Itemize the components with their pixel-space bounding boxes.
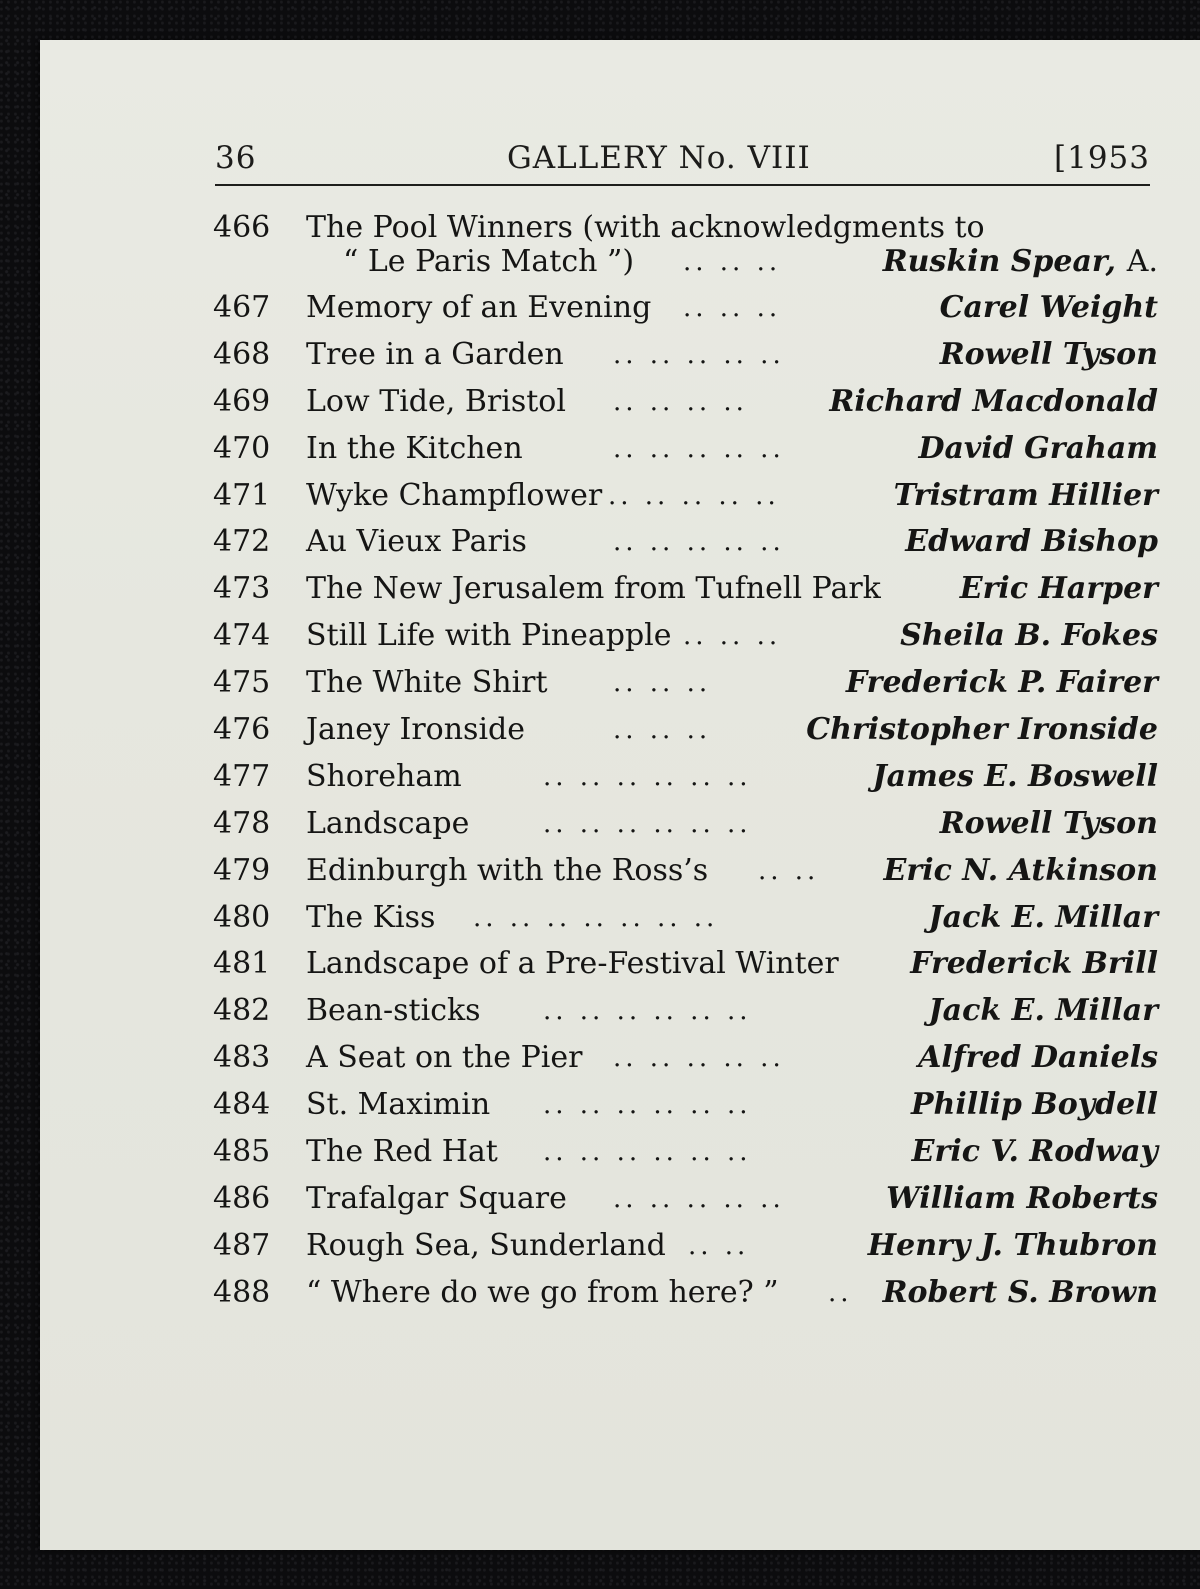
entry-title: “ Where do we go from here? ” xyxy=(306,1274,779,1310)
entry-number: 484 xyxy=(213,1087,271,1123)
entry-title: Shoreham xyxy=(306,758,462,794)
list-item xyxy=(213,660,1158,707)
leader-dots: .. .. .. xyxy=(613,668,712,699)
entry-artist: Robert S. Brown xyxy=(882,1274,1158,1310)
entry-artist: Ruskin Spear, xyxy=(882,244,1116,279)
entry-title: Janey Ironside xyxy=(306,712,525,748)
entry-title: Au Vieux Paris xyxy=(306,524,527,560)
entry-artist: Rowell Tyson xyxy=(939,336,1158,372)
entry-artist: Carel Weight xyxy=(939,290,1158,325)
list-item xyxy=(213,379,1158,426)
leader-dots: .. .. .. xyxy=(683,247,782,277)
entry-number: 481 xyxy=(213,946,271,982)
entry-number: 475 xyxy=(213,665,271,701)
leader-dots: .. xyxy=(828,1277,853,1308)
page-header xyxy=(215,140,1150,186)
list-item xyxy=(213,613,1158,660)
entry-number: 477 xyxy=(213,758,271,794)
list-item xyxy=(213,1035,1158,1082)
list-item xyxy=(213,1129,1158,1176)
entry-artist: Tristram Hillier xyxy=(893,477,1158,513)
gallery-title: GALLERY No. VIII xyxy=(507,140,811,176)
leader-dots: .. .. .. .. .. .. xyxy=(543,1137,752,1168)
list-item xyxy=(213,285,1158,332)
list-item xyxy=(213,205,1158,285)
entry-artist: Eric V. Rodway xyxy=(911,1134,1158,1170)
leader-dots: .. .. .. .. .. xyxy=(613,339,785,370)
entry-artist: Eric Harper xyxy=(959,571,1158,607)
list-item xyxy=(213,941,1158,988)
entry-number: 467 xyxy=(213,290,271,325)
entry-number: 488 xyxy=(213,1274,271,1310)
entry-title: Rough Sea, Sunderland xyxy=(306,1227,666,1263)
entry-title: Tree in a Garden xyxy=(306,336,564,372)
entry-number: 469 xyxy=(213,383,271,419)
entry-title: Still Life with Pineapple xyxy=(306,618,672,654)
entry-artist: Edward Bishop xyxy=(905,524,1158,560)
entry-title: A Seat on the Pier xyxy=(306,1040,583,1076)
entry-artist: David Graham xyxy=(918,430,1158,466)
entry-number: 468 xyxy=(213,336,271,372)
entry-artist: James E. Boswell xyxy=(872,758,1158,794)
entry-number: 473 xyxy=(213,571,271,607)
entry-artist: Rowell Tyson xyxy=(939,805,1158,841)
page-number: 36 xyxy=(215,140,257,176)
entry-number: 480 xyxy=(213,899,271,935)
leader-dots: .. .. .. .. .. xyxy=(613,527,785,558)
entry-title: Wyke Champflower xyxy=(306,477,603,513)
list-item xyxy=(213,754,1158,801)
leader-dots: .. .. .. .. .. .. xyxy=(543,808,752,839)
entry-artist: Richard Macdonald xyxy=(829,383,1158,419)
leader-dots: .. .. .. .. .. .. xyxy=(543,996,752,1027)
list-item xyxy=(213,1223,1158,1270)
leader-dots: .. .. .. .. .. .. xyxy=(543,1090,752,1121)
entry-title: Edinburgh with the Ross’s xyxy=(306,852,709,888)
entry-artist: Henry J. Thubron xyxy=(867,1227,1158,1263)
leader-dots: .. .. xyxy=(688,1230,750,1261)
entry-number: 472 xyxy=(213,524,271,560)
entry-title: Low Tide, Bristol xyxy=(306,383,566,419)
entry-number: 479 xyxy=(213,852,271,888)
leader-dots: .. .. .. xyxy=(613,715,712,746)
entry-title: St. Maximin xyxy=(306,1087,491,1123)
entry-title: Trafalgar Square xyxy=(306,1180,567,1216)
list-item xyxy=(213,566,1158,613)
entry-number: 483 xyxy=(213,1040,271,1076)
entry-number: 466 xyxy=(213,210,271,245)
leader-dots: .. .. .. .. .. xyxy=(613,1043,785,1074)
entry-title-continued: “ Le Paris Match ”) xyxy=(343,244,635,279)
list-item xyxy=(213,1270,1158,1317)
leader-dots: .. .. .. .. .. xyxy=(608,480,780,511)
entry-artist: William Roberts xyxy=(886,1180,1158,1216)
entry-number: 476 xyxy=(213,712,271,748)
leader-dots: .. .. .. xyxy=(683,293,782,323)
entry-number: 487 xyxy=(213,1227,271,1263)
entry-number: 486 xyxy=(213,1180,271,1216)
entry-title: The White Shirt xyxy=(306,665,548,701)
list-item xyxy=(213,1082,1158,1129)
entry-number: 485 xyxy=(213,1134,271,1170)
entry-artist: Frederick Brill xyxy=(910,946,1158,982)
leader-dots: .. .. .. .. .. .. .. xyxy=(473,902,719,933)
entry-artist: Sheila B. Fokes xyxy=(900,618,1158,654)
list-item xyxy=(213,848,1158,895)
entry-number: 471 xyxy=(213,477,271,513)
entry-title: Landscape of a Pre-Festival Winter xyxy=(306,946,839,982)
leader-dots: .. .. .. .. .. xyxy=(613,433,785,464)
entry-title: The New Jerusalem from Tufnell Park xyxy=(306,571,881,607)
leader-dots: .. .. .. .. .. xyxy=(613,1183,785,1214)
entry-artist: Jack E. Millar xyxy=(928,993,1158,1029)
entry-title: The Red Hat xyxy=(306,1134,498,1170)
entry-artist: Christopher Ironside xyxy=(806,712,1158,748)
list-item xyxy=(213,1176,1158,1223)
entry-number: 474 xyxy=(213,618,271,654)
entry-number: 482 xyxy=(213,993,271,1029)
entry-artist: Eric N. Atkinson xyxy=(883,852,1158,888)
list-item xyxy=(213,895,1158,942)
entry-title: The Pool Winners (with acknowledgments to xyxy=(306,210,985,245)
entry-artist: Phillip Boydell xyxy=(910,1087,1158,1123)
list-item xyxy=(213,707,1158,754)
leader-dots: .. .. .. .. xyxy=(613,386,748,417)
entry-title: The Kiss xyxy=(306,899,436,935)
list-item xyxy=(213,801,1158,848)
list-item xyxy=(213,332,1158,379)
entry-title: Landscape xyxy=(306,805,470,841)
entry-list xyxy=(213,205,1158,1317)
list-item xyxy=(213,988,1158,1035)
leader-dots: .. .. xyxy=(758,855,820,886)
entry-artist: Alfred Daniels xyxy=(918,1040,1158,1076)
entry-title: Memory of an Evening xyxy=(306,290,652,325)
entry-artist-suffix: A. xyxy=(1126,244,1158,279)
list-item xyxy=(213,473,1158,520)
entry-artist: Frederick P. Fairer xyxy=(845,665,1158,701)
entry-title: In the Kitchen xyxy=(306,430,523,466)
entry-number: 478 xyxy=(213,805,271,841)
entry-number: 470 xyxy=(213,430,271,466)
list-item xyxy=(213,519,1158,566)
entry-artist: Jack E. Millar xyxy=(928,899,1158,935)
list-item xyxy=(213,426,1158,473)
leader-dots: .. .. .. .. .. .. xyxy=(543,761,752,792)
entry-title: Bean-sticks xyxy=(306,993,481,1029)
leader-dots: .. .. .. xyxy=(683,621,782,652)
year: [1953 xyxy=(1054,140,1150,176)
